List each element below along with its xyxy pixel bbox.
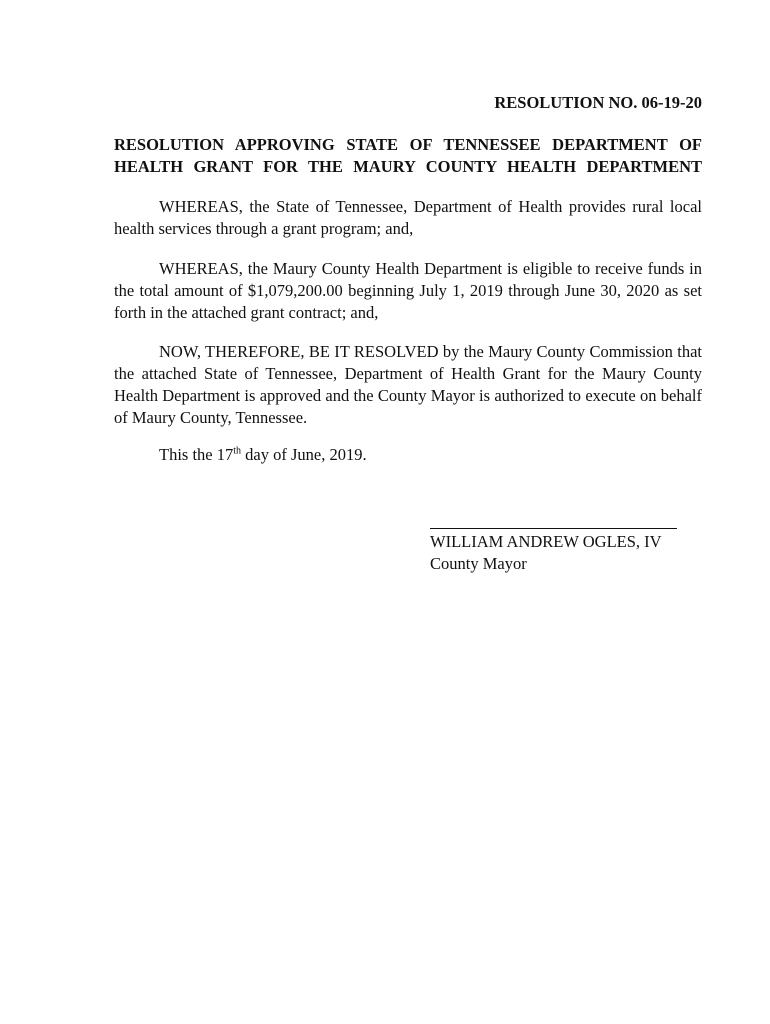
signer-name: WILLIAM ANDREW OGLES, IV (430, 532, 662, 551)
title-line-1: RESOLUTION APPROVING STATE OF TENNESSEE DEPARTMENT OF (114, 135, 702, 154)
whereas-paragraph-2: WHEREAS, the Maury County Health Department is eligible to receive funds in the total amount of $1,079,200.00 beginning July 1, 2019 through June 30, 2020 as set forth in the attached grant contract; and, (114, 259, 702, 322)
date-prefix: This the 17 (159, 445, 234, 464)
whereas-paragraph-1: WHEREAS, the State of Tennessee, Department of Health provides rural local health services through a grant program; and, (114, 197, 702, 238)
date-rest: day of June, 2019. (241, 445, 367, 464)
resolution-title (114, 134, 702, 178)
resolved-paragraph: NOW, THEREFORE, BE IT RESOLVED by the Maury County Commission that the attached State of Tennessee, Department of Health Grant for the Maury County Health Department is approved and the County Mayor is authorized to execute on behalf of Maury County, Tennessee. (114, 342, 702, 427)
signature-line (430, 528, 677, 529)
date-ordinal-suffix: th (233, 445, 242, 457)
date-line (159, 444, 367, 466)
signature-block (430, 528, 680, 575)
title-line-2: HEALTH GRANT FOR THE MAURY COUNTY HEALTH DEPARTMENT (114, 157, 702, 176)
signer-title: County Mayor (430, 554, 527, 573)
resolution-number: RESOLUTION NO. 06-19-20 (494, 93, 702, 112)
